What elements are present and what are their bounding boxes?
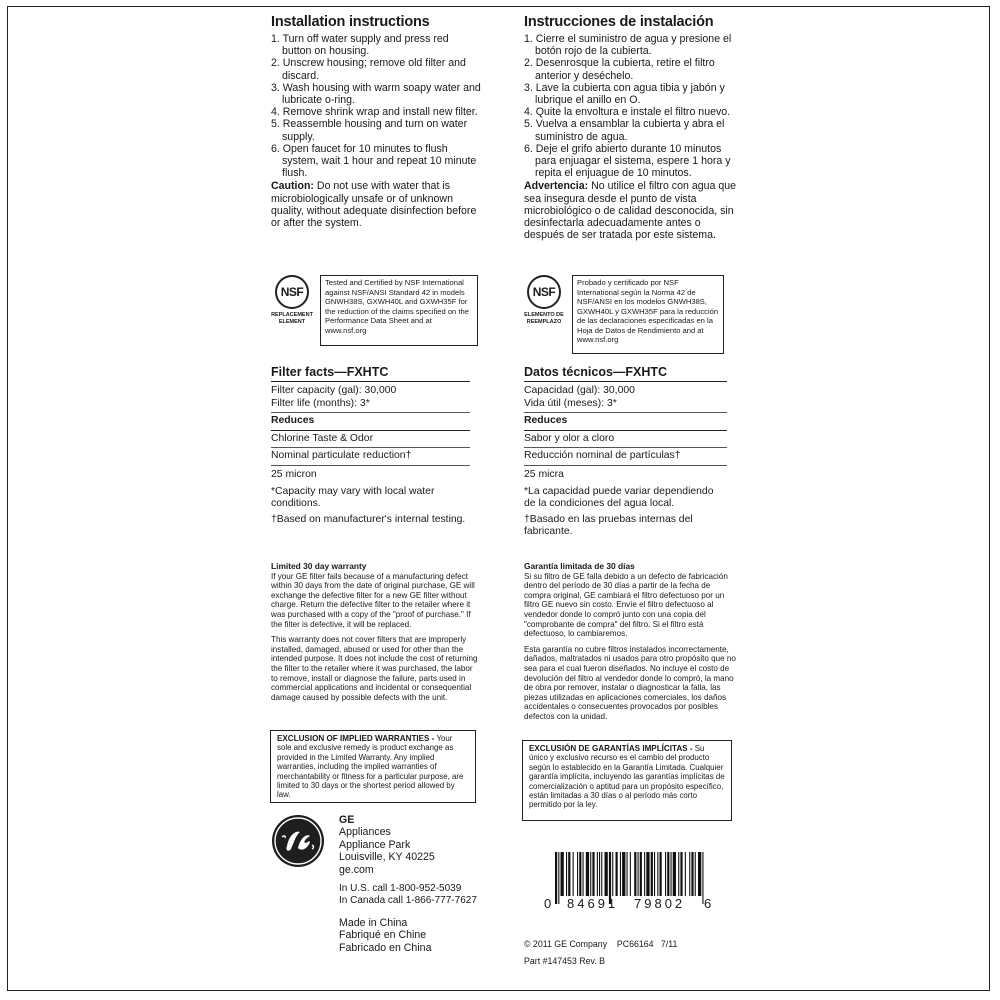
capacity-note: *Capacity may vary with local water conditions.	[271, 486, 435, 509]
reduces-heading: Reduces	[271, 413, 470, 431]
warranty-section	[271, 562, 481, 702]
barcode-bar	[651, 852, 653, 896]
exclusion-body: Your sole and exclusive remedy is product exchange as provided in the Limited Warranty. Any implied warranties, including the implied warranties of merchantability or fitness for a particular purpose, are limited to 30 days or the shortest period allowed by law.	[277, 734, 464, 800]
install-step: 5. Reassemble housing and turn on water supply.	[271, 118, 468, 143]
caution-text-es	[524, 180, 736, 241]
filter-capacity: Filter capacity (gal): 30,000	[271, 385, 397, 396]
filter-life: Filter life (months): 3*	[271, 397, 370, 409]
barcode-bar	[620, 852, 621, 896]
barcode-bar	[566, 852, 567, 896]
filter-facts	[271, 365, 470, 526]
made-in: Made in China	[339, 916, 408, 929]
install-title-es: Instrucciones de instalación	[524, 14, 714, 30]
barcode-left-digits: 84691	[567, 896, 619, 911]
made-in: Fabriqué en Chine	[339, 929, 427, 942]
barcode-bar	[654, 852, 655, 896]
nsf-badge	[268, 275, 316, 325]
barcode-bar	[558, 852, 559, 904]
install-step: 2. Unscrew housing; remove old filter and discard.	[271, 57, 466, 82]
nsf-logo-icon: NSF	[527, 275, 561, 309]
nsf-logo-icon: NSF	[275, 275, 309, 309]
filter-facts-title-es: Datos técnicos—FXHTC	[524, 365, 727, 382]
brand-name: GE	[339, 814, 355, 826]
english-install-section	[271, 14, 481, 229]
reduces-chlorine: Sabor y olor a cloro	[524, 431, 727, 449]
barcode-bar	[685, 852, 686, 896]
barcode-bar	[667, 852, 669, 896]
install-step: 6. Open faucet for 10 minutes to flush system, wait 1 hour and repeat 10 minute flush.	[271, 142, 477, 180]
barcode-bar	[665, 852, 666, 896]
exclusion-title: EXCLUSION OF IMPLIED WARRANTIES -	[277, 734, 435, 743]
caution-body: No utilice el filtro con agua que sea insegura desde el punto de vista microbiológico o de calidad desconocida, sin desinfectarla adecuadamente antes o después de ser tratada por este sistema.	[524, 180, 736, 242]
nsf-badge-label: REPLACEMENT ELEMENT	[271, 312, 313, 325]
filter-capacity-life	[524, 382, 727, 413]
barcode-bar	[583, 852, 584, 896]
barcode-bar	[689, 852, 690, 896]
barcode-bar	[691, 852, 693, 896]
barcode-bar	[597, 852, 598, 896]
copyright: © 2011 GE Company PC66164 7/11	[524, 939, 678, 949]
caution-body: Do not use with water that is microbiologically unsafe or of unknown quality, without adequate disinfection before or after the system.	[271, 180, 477, 230]
address-line: Appliance Park	[339, 838, 411, 851]
install-step: 1. Cierre el suministro de agua y presione el botón rojo de la cubierta.	[524, 33, 732, 58]
reduces-chlorine: Chlorine Taste & Odor	[271, 431, 470, 449]
address-line: Appliances	[339, 826, 391, 839]
barcode-first-digit: 0	[544, 896, 552, 911]
nsf-badge	[520, 275, 568, 325]
warranty-paragraph: If your GE filter fails because of a manufacturing defect within 30 days from the date of original purchase, GE will exchange the defective filter for a new GE filter without charge. Return the defective filter to the retailer where it was purchased with a copy of the "proof of purchase." If the filter is defective, it will be replaced.	[271, 571, 475, 629]
capacity-note: *La capacidad puede variar dependiendo de la condiciones del agua local.	[524, 486, 714, 509]
install-step: 6. Deje el grifo abierto durante 10 minutos para enjuagar el sistema, espere 1 hora y repita el enjuague de 10 minutos.	[524, 142, 731, 180]
barcode-bar	[622, 852, 625, 896]
barcode-bar	[605, 852, 608, 896]
phone-canada: In Canada call 1-866-777-7627	[339, 895, 477, 907]
testing-note: †Based on manufacturer's internal testing.	[271, 514, 466, 525]
warranty-title-es: Garantía limitada de 30 días	[524, 561, 635, 571]
barcode-bar	[573, 852, 574, 896]
exclusion-title: EXCLUSIÓN DE GARANTÍAS IMPLÍCITAS -	[529, 744, 693, 753]
barcode-bar	[568, 852, 570, 896]
exclusion-box	[270, 730, 476, 803]
warranty-title: Limited 30 day warranty	[271, 561, 367, 571]
address-line: Louisville, KY 40225	[339, 851, 435, 864]
company-address	[339, 814, 477, 954]
filter-life: Vida útil (meses): 3*	[524, 397, 617, 409]
install-step: 5. Vuelva a ensamblar la cubierta y abra el suministro de agua.	[524, 118, 725, 143]
warranty-paragraph: This warranty does not cover filters that are improperly installed, damaged, abused or used for other than the intended purpose. It does not include the cost of returning the filter to the retailer where it was purchased, the labor to remove, install or diagnose the failure, parts used in commercial applications and incidental or consequential damage caused by possible defects with the unit.	[271, 635, 478, 702]
barcode-bar	[592, 852, 594, 896]
install-steps-es	[524, 33, 736, 179]
exclusion-box-es	[522, 740, 732, 821]
install-step: 1. Turn off water supply and press red button on housing.	[271, 33, 449, 58]
label-border	[7, 6, 990, 991]
caution-text	[271, 180, 481, 229]
filter-facts-title: Filter facts—FXHTC	[271, 365, 470, 382]
barcode-bar	[644, 852, 645, 896]
barcode-bar	[673, 852, 676, 896]
barcode-bar	[579, 852, 581, 896]
spanish-install-section	[524, 14, 736, 241]
made-in: Fabricado en China	[339, 941, 432, 954]
micron-rating: 25 micra	[524, 468, 564, 480]
reduces-particulate: Nominal particulate reduction†	[271, 448, 470, 466]
barcode-bar	[616, 852, 618, 896]
filter-capacity: Capacidad (gal): 30,000	[524, 385, 635, 396]
barcode-bar	[601, 852, 602, 896]
nsf-statement: Probado y certificado por NSF International según la Norma 42 de NSF/ANSI en los modelos GNWH38S, GXWH40L y GXWH35F para la reducción de las declaraciones especificadas en la Hoja de Datos de Rendimiento and at www.nsf.org	[572, 275, 724, 354]
barcode-bar	[678, 852, 679, 896]
install-step: 3. Lave la cubierta con agua tibia y jabón y lubrique el anillo en O.	[524, 81, 725, 107]
install-step: 4. Remove shrink wrap and install new filter.	[271, 106, 478, 119]
barcode-bar	[698, 852, 701, 896]
nsf-badge-label: ELEMENTO DE REEMPLAZO	[524, 312, 564, 325]
barcode-bar	[586, 852, 589, 896]
warranty-paragraph: Esta garantía no cubre filtros instalados incorrectamente, dañados, maltratados ni usados para otro propósito que no sea para el cual fueron diseñados. No incluye el costo de devolución del filtro al vendedor donde lo compró, la mano de obra por remover, instalar o diagnosticar la falla, las piezas utilizadas en aplicaciones comerciales, los daños accidentales o consecuentes provocados por posibles defectos con la unidad.	[524, 644, 736, 721]
barcode-bar	[638, 852, 639, 896]
caution-label: Advertencia:	[524, 180, 589, 193]
part-number: Part #147453 Rev. B	[524, 956, 606, 966]
barcode-bar	[630, 852, 631, 896]
micron-rating: 25 micron	[271, 468, 317, 480]
barcode-bar	[646, 852, 649, 896]
testing-note: †Basado en las pruebas internas del fabricante.	[524, 514, 693, 537]
exclusion-body: Su único y exclusivo recurso es el cambio del producto según lo establecido en la Garantía Limitada. Cualquier garantía implícita, incluyendo las garantías implícitas de comercialización o aptitud para un propósito específico, están limitadas a 30 días o al período más corto permitido por la ley.	[529, 744, 725, 810]
reduces-particulate: Reducción nominal de partículas†	[524, 448, 727, 466]
nsf-statement: Tested and Certified by NSF International against NSF/ANSI Standard 42 in models GNWH38S, GXWH40L and GXWH35F for the reduction of the claims specified on the Performance Data Sheet and at www.nsf.org	[320, 275, 478, 346]
barcode-bar	[590, 852, 591, 896]
barcode-last-digit: 6	[704, 896, 712, 911]
warranty-section-es	[524, 562, 736, 722]
barcode-bar	[695, 852, 696, 896]
barcode-bar	[671, 852, 672, 896]
warranty-paragraph: Si su filtro de GE falla debido a un defecto de fabricación dentro del período de 30 días a partir de la fecha de compra original, GE cambiará el filtro defectuoso por un filtro GE nuevo sin costo. Envíe el filtro defectuoso al vendedor donde lo compró junto con una copia del "comprobante de compra" del filtro. Si el filtro está defectuoso, lo cambiaremos.	[524, 571, 728, 639]
barcode-bar	[627, 852, 628, 896]
barcode-right-digits: 79802	[634, 896, 686, 911]
barcode-bar	[561, 852, 564, 896]
install-title: Installation instructions	[271, 14, 430, 30]
website-link: ge.com	[339, 863, 374, 876]
barcode-bar	[599, 852, 600, 896]
install-step: 2. Desenrosque la cubierta, retire el filtro anterior y deséchelo.	[524, 57, 715, 82]
install-step: 4. Quite la envoltura e instale el filtro nuevo.	[524, 106, 731, 119]
barcode-bar	[577, 852, 578, 896]
caution-label: Caution:	[271, 180, 314, 193]
ge-monogram-icon	[272, 815, 324, 867]
install-step: 3. Wash housing with warm soapy water and lubricate o-ring.	[271, 81, 481, 107]
reduces-heading: Reduces	[524, 413, 727, 431]
barcode-bar	[660, 852, 662, 896]
barcode-bar	[634, 852, 636, 896]
barcode-bar	[657, 852, 658, 896]
install-steps	[271, 33, 481, 179]
barcode-bar	[640, 852, 642, 896]
filter-capacity-life	[271, 382, 470, 413]
footer	[524, 936, 677, 970]
barcode-bar	[680, 852, 682, 896]
barcode-bar	[612, 852, 613, 896]
phone-us: In U.S. call 1-800-952-5039	[339, 883, 462, 895]
filter-facts-es	[524, 365, 727, 538]
barcode-bar	[555, 852, 557, 904]
